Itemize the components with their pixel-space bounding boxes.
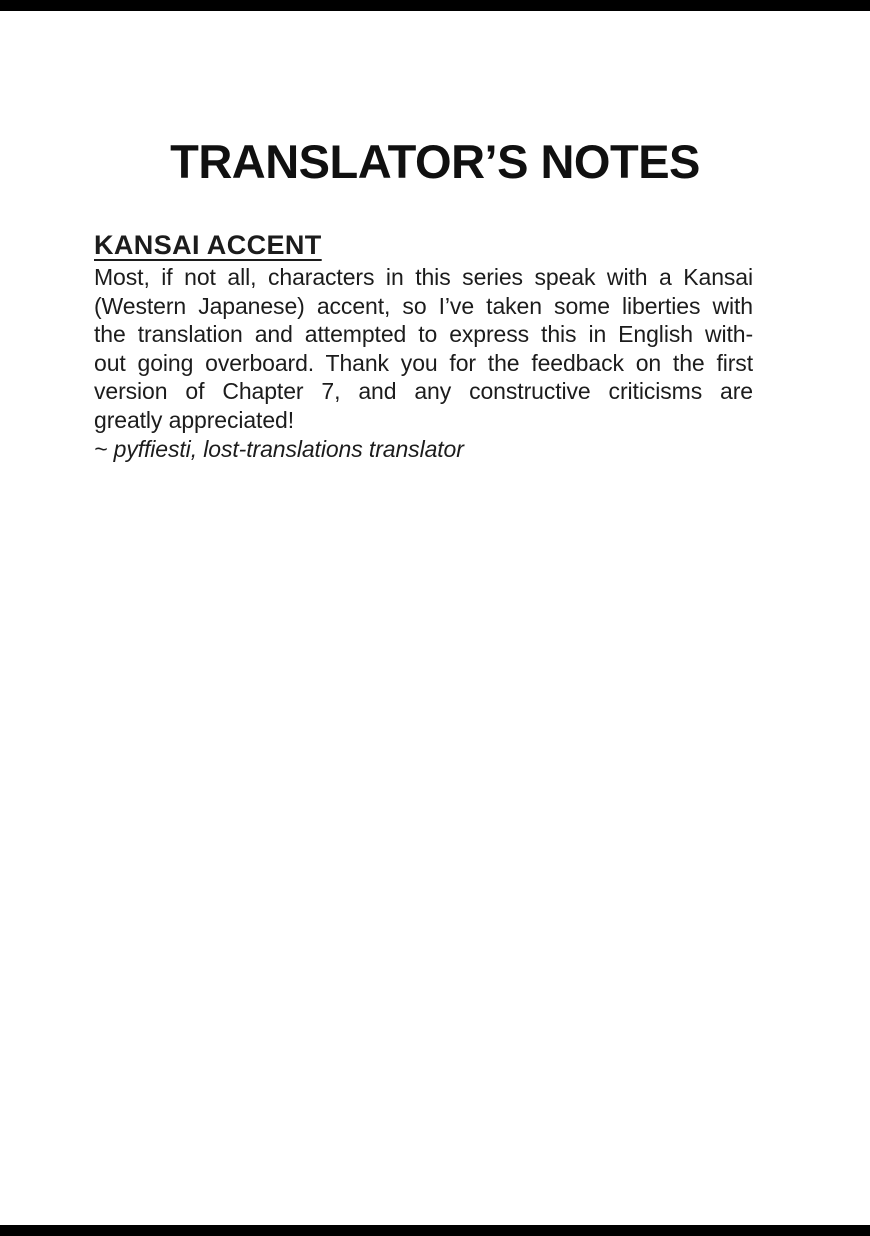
paragraph-line: (Western Japanese) accent, so I’ve taken some liberties with [94,292,753,319]
translator-signature: ~ pyffiesti, lost-translations translator [94,435,464,462]
paragraph-line: the translation and attempted to express this in English with- [94,321,753,348]
section-heading-kansai-accent: KANSAI ACCENT [94,230,322,261]
bottom-black-bar [0,1225,870,1236]
top-black-bar [0,0,870,11]
paragraph-line: Most, if not all, characters in this series speak with a Kansai [94,264,753,290]
paragraph-line: greatly appreciated! [94,406,295,433]
notes-paragraph [94,263,753,463]
paragraph-line: version of Chapter 7, and any constructive criticisms are [94,378,753,405]
paragraph-line: out going overboard. Thank you for the feedback on the first [94,349,753,376]
page-title: TRANSLATOR’S NOTES [170,135,700,189]
